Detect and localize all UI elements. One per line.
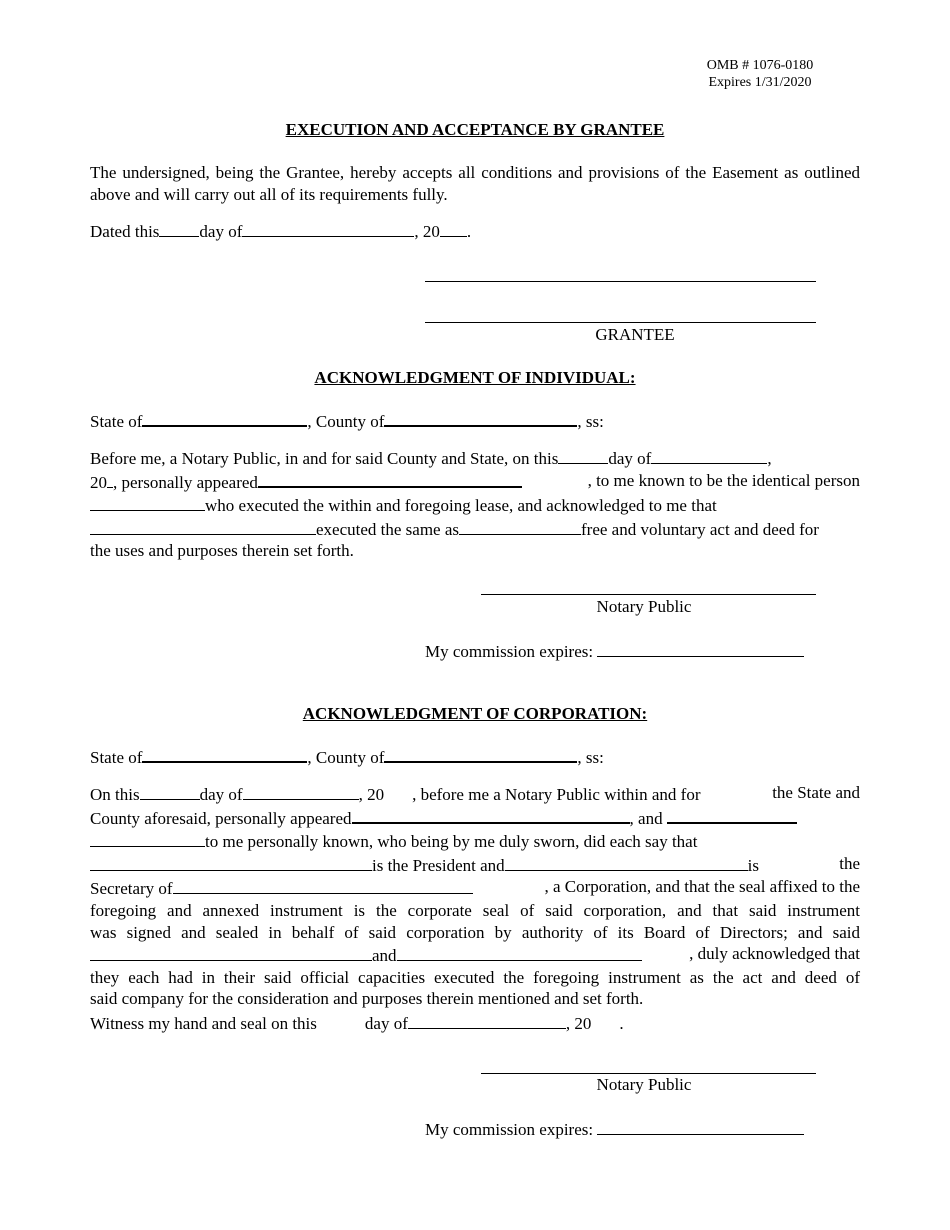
individual-pronoun-blank[interactable] bbox=[459, 517, 581, 535]
omb-number: OMB # 1076-0180 bbox=[706, 58, 814, 73]
dated-line bbox=[90, 219, 471, 243]
corp-l8-text: , duly acknowledged that bbox=[689, 944, 860, 964]
corporation-state-label: State of bbox=[90, 748, 143, 767]
corporation-line-4 bbox=[90, 853, 860, 877]
individual-p1-comma: , bbox=[767, 449, 772, 468]
dated-year-prefix: , 20 bbox=[414, 222, 440, 241]
omb-expiration: Expires 1/31/2020 bbox=[708, 75, 812, 90]
grantee-signature-line-1[interactable] bbox=[425, 281, 816, 282]
individual-commission-line bbox=[425, 639, 804, 663]
corp-l1-before: , before me a Notary Public within and for bbox=[412, 785, 701, 804]
individual-p3-text: who executed the within and foregoing lease, and acknowledged to me that bbox=[205, 496, 717, 516]
corporation-state-county-line bbox=[90, 745, 604, 769]
corp-l4-the: the bbox=[839, 853, 860, 873]
individual-line-4 bbox=[90, 517, 860, 541]
corp-l3-text: to me personally known, who being by me duly sworn, did each say that bbox=[205, 832, 698, 852]
corporation-line-10: said company for the consideration and purposes therein mentioned and set forth. bbox=[90, 989, 644, 1009]
individual-commission-blank[interactable] bbox=[597, 639, 804, 657]
individual-notary-signature-line[interactable] bbox=[481, 594, 816, 595]
individual-month-blank[interactable] bbox=[651, 446, 767, 464]
witness-dayof: day of bbox=[364, 1014, 408, 1033]
dated-day-of: day of bbox=[199, 222, 243, 241]
corp-signer-blank-1[interactable] bbox=[90, 943, 372, 961]
corporation-county-blank[interactable] bbox=[384, 745, 577, 763]
corp-l2-and: , and bbox=[629, 808, 663, 828]
corp-day-blank[interactable] bbox=[140, 782, 200, 800]
individual-person-blank[interactable] bbox=[90, 493, 205, 511]
corp-known-blank[interactable] bbox=[90, 829, 205, 847]
corp-month-blank[interactable] bbox=[243, 782, 359, 800]
individual-p2-appeared: , personally appeared bbox=[113, 472, 258, 492]
grantee-signature-line-2[interactable] bbox=[425, 322, 816, 323]
individual-line-1 bbox=[90, 446, 860, 470]
corporation-commission-blank[interactable] bbox=[597, 1117, 804, 1135]
individual-state-county-line bbox=[90, 409, 604, 433]
corp-appeared-blank-1[interactable] bbox=[352, 806, 630, 824]
individual-executor-blank[interactable] bbox=[90, 517, 316, 535]
individual-day-blank[interactable] bbox=[558, 446, 608, 464]
individual-line-2 bbox=[90, 470, 860, 494]
corporation-line-7: was signed and sealed in behalf of said corporation by authority of its Board of Directors; and said bbox=[90, 922, 860, 942]
dated-prefix: Dated this bbox=[90, 222, 160, 241]
individual-p4-text: executed the same as bbox=[316, 519, 460, 539]
individual-line-3 bbox=[90, 493, 860, 517]
corporation-state-blank[interactable] bbox=[142, 745, 307, 763]
individual-appeared-blank[interactable] bbox=[258, 470, 522, 488]
individual-state-blank[interactable] bbox=[142, 409, 307, 427]
grantee-label: GRANTEE bbox=[595, 325, 675, 344]
corporation-county-label: , County of bbox=[307, 748, 385, 767]
witness-end: . bbox=[619, 1014, 624, 1033]
individual-paragraph bbox=[90, 446, 860, 562]
individual-notary-label: Notary Public bbox=[596, 597, 692, 616]
corporation-line-6: foregoing and annexed instrument is the corporate seal of said corporation, and that said instrument bbox=[90, 900, 860, 920]
corporation-line-5 bbox=[90, 876, 860, 900]
witness-line bbox=[90, 1011, 624, 1035]
individual-line-5 bbox=[90, 540, 860, 562]
corp-l2-text: County aforesaid, personally appeared bbox=[90, 808, 352, 828]
corp-l1-onthis: On this bbox=[90, 785, 140, 804]
corporation-line-9: they each had in their said official capacities executed the foregoing instrument as the act and deed of bbox=[90, 967, 860, 987]
execution-title: EXECUTION AND ACCEPTANCE BY GRANTEE bbox=[285, 120, 665, 139]
corporation-line-8 bbox=[90, 943, 860, 967]
individual-county-label: , County of bbox=[307, 412, 385, 431]
corp-l4-president: is the President and bbox=[372, 855, 505, 875]
corporation-title: ACKNOWLEDGMENT OF CORPORATION: bbox=[302, 704, 648, 723]
individual-commission-label: My commission expires: bbox=[425, 642, 594, 661]
corporation-notary-label: Notary Public bbox=[596, 1075, 692, 1094]
individual-ss: , ss: bbox=[577, 412, 604, 431]
dated-end: . bbox=[466, 222, 472, 241]
corp-signer-blank-2[interactable] bbox=[397, 943, 642, 961]
individual-p5-text: the uses and purposes therein set forth. bbox=[90, 541, 354, 561]
corp-company-blank[interactable] bbox=[173, 876, 473, 894]
corporation-ss: , ss: bbox=[577, 748, 604, 767]
witness-month-blank[interactable] bbox=[408, 1011, 566, 1029]
individual-p2-year: 20 bbox=[90, 472, 107, 492]
individual-title: ACKNOWLEDGMENT OF INDIVIDUAL: bbox=[314, 368, 636, 387]
dated-year-blank[interactable] bbox=[440, 219, 467, 237]
corp-secretary-name-blank[interactable] bbox=[505, 853, 748, 871]
individual-p1-text: Before me, a Notary Public, in and for said County and State, on this bbox=[90, 449, 559, 468]
corporation-commission-label: My commission expires: bbox=[425, 1120, 594, 1139]
witness-year: , 20 bbox=[565, 1014, 592, 1033]
dated-month-blank[interactable] bbox=[242, 219, 414, 237]
individual-p4-free: free and voluntary act and deed for bbox=[581, 519, 819, 539]
corporation-line-1 bbox=[90, 782, 860, 806]
individual-county-blank[interactable] bbox=[384, 409, 577, 427]
corp-l5-text: , a Corporation, and that the seal affixed to the bbox=[544, 877, 860, 897]
individual-p1-dayof: day of bbox=[608, 449, 652, 468]
corp-l1-state: the State and bbox=[772, 783, 860, 802]
dated-day-blank[interactable] bbox=[159, 219, 199, 237]
individual-p2-known: , to me known to be the identical person bbox=[587, 470, 860, 490]
corp-l1-dayof: day of bbox=[199, 785, 243, 804]
corp-president-blank[interactable] bbox=[90, 853, 372, 871]
corp-l8-and: and bbox=[372, 946, 397, 966]
corporation-line-3 bbox=[90, 829, 860, 853]
corp-l1-year: , 20 bbox=[358, 785, 385, 804]
individual-state-label: State of bbox=[90, 412, 143, 431]
witness-text: Witness my hand and seal on this bbox=[90, 1014, 317, 1033]
execution-intro: The undersigned, being the Grantee, hereby accepts all conditions and provisions of the Easement as outlined above and will carry out all of its requirements fully. bbox=[90, 163, 860, 204]
corp-l4-is: is bbox=[747, 855, 760, 875]
corp-appeared-blank-2[interactable] bbox=[667, 806, 797, 824]
corporation-line-2 bbox=[90, 806, 860, 830]
corporation-paragraph bbox=[90, 782, 860, 1010]
corp-l5-secretary: Secretary of bbox=[90, 879, 173, 899]
corporation-commission-line bbox=[425, 1117, 804, 1141]
